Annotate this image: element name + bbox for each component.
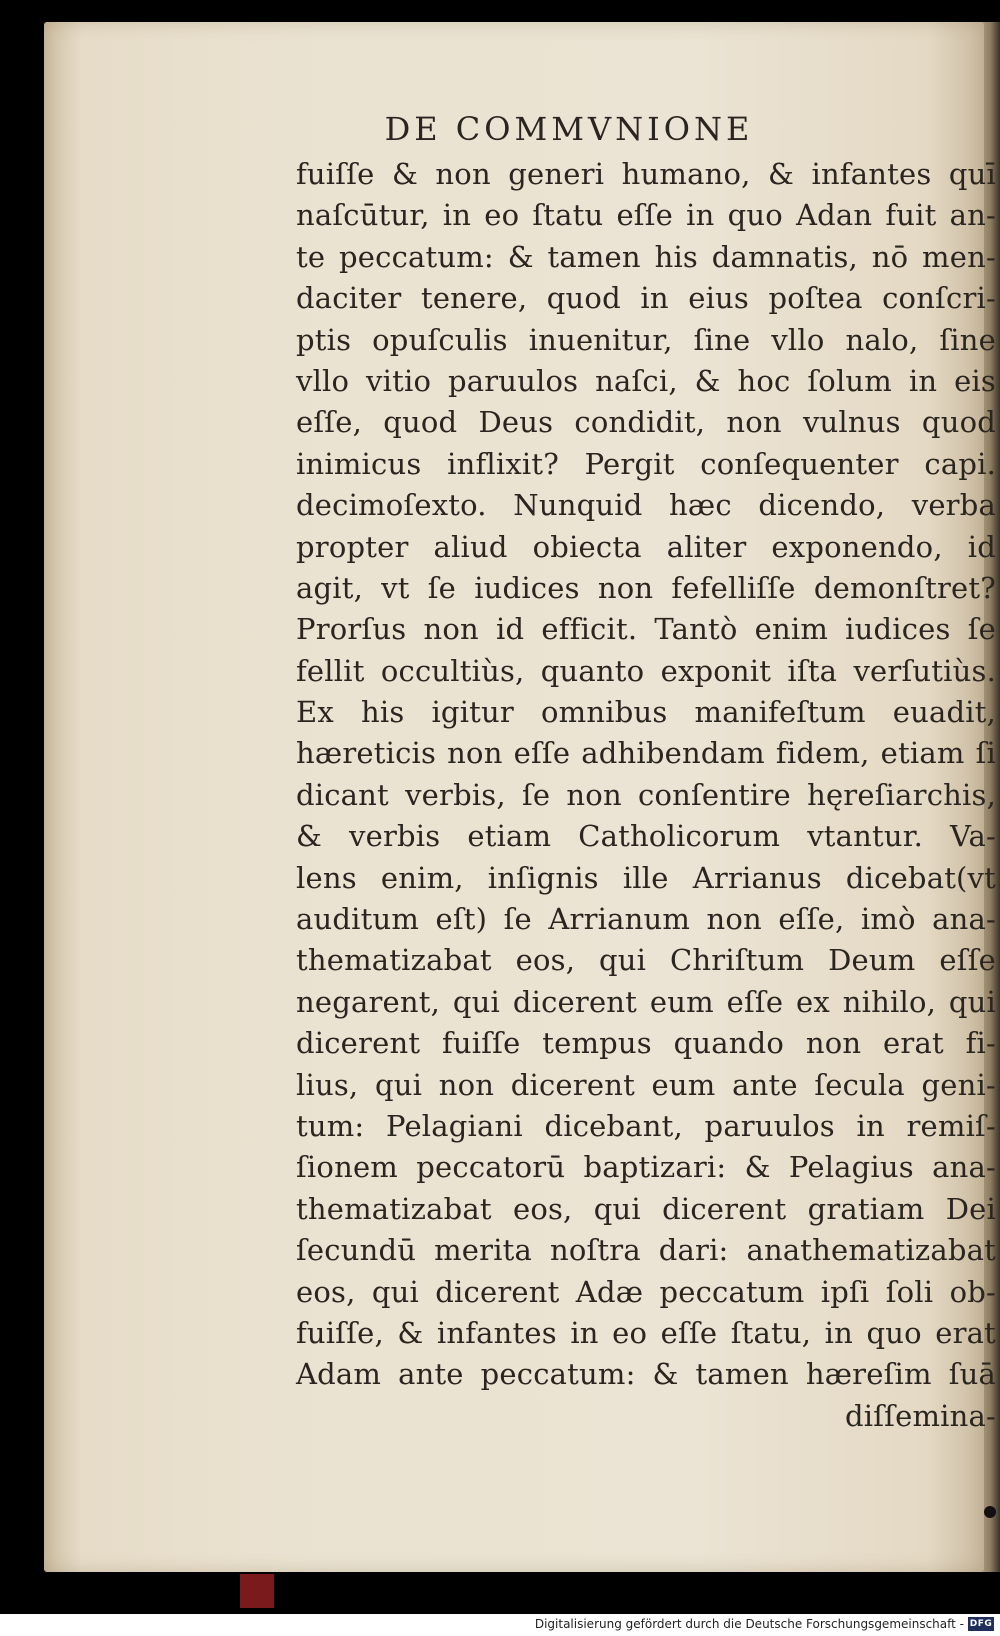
running-head: DE COMMVNIONE [384,110,754,148]
text-line: ſionem peccatorū baptizari: & Pelagius ana- [296,1150,996,1185]
text-line: lius, qui non dicerent eum ante ſecula geni- [296,1067,996,1102]
text-line: dicant verbis, ſe non conſentire hęreſiarchis, [296,777,996,812]
text-line: inimicus inflixit? Pergit conſequenter capi. [296,446,996,481]
text-line: fuiſſe & non generi humano, & infantes quī [296,157,996,191]
text-line: thematizabat eos, qui dicerent gratiam Dei [296,1191,996,1226]
text-line: & verbis etiam Catholicorum vtantur. Va- [296,819,996,854]
footer-bar [0,1614,1000,1636]
page-marker-tab [240,1574,274,1608]
text-line: dicerent fuiſſe tempus quando non erat fi- [296,1026,996,1061]
text-line: naſcūtur, in eo ſtatu eſſe in quo Adan fuit an- [296,198,996,233]
text-line: eos, qui dicerent Adæ peccatum ipſi ſoli ob- [296,1274,996,1309]
catchword: diſſemina- [844,1398,996,1433]
text-line: negarent, qui dicerent eum eſſe ex nihilo, qui [296,984,996,1019]
text-line: agit, vt ſe iudices non fefelliſſe demonſtret? [296,570,996,605]
text-line: hæreticis non eſſe adhibendam fidem, etiam ſi [296,736,996,771]
text-line: thematizabat eos, qui Chriſtum Deum eſſe [296,943,996,978]
text-line: eſſe, quod Deus condidit, non vulnus quod [296,405,996,440]
text-line: auditum eſt) ſe Arrianum non eſſe, imò ana- [296,902,996,937]
body-text [296,154,996,1437]
text-line: lens enim, inſignis ille Arrianus dicebat(vt [296,860,996,895]
text-line: Ex his igitur omnibus manifeſtum euadit, [296,695,996,730]
text-line: fellit occultiùs, quanto exponit iſta verſutiùs. [296,653,996,688]
text-line: decimoſexto. Nunquid hæc dicendo, verba [296,488,996,523]
text-line: tum: Pelagiani dicebant, paruulos in remiſ- [296,1108,996,1143]
text-line: propter aliud obiecta aliter exponendo, id [296,529,996,564]
text-line: ſecundū merita noſtra dari: anathematizabat [296,1233,996,1268]
text-line: te peccatum: & tamen his damnatis, nō men- [296,239,996,274]
text-line: fuiſſe, & infantes in eo eſſe ſtatu, in quo erat [296,1315,996,1350]
text-line: daciter tenere, quod in eius poſtea conſcri- [296,281,996,316]
footer-credit: Digitalisierung gefördert durch die Deutsche Forschungsgemeinschaft - [534,1617,964,1631]
text-line: ptis opuſculis inuenitur, ſine vllo nalo, ſine [296,322,996,357]
text-line: Prorſus non id efficit. Tantò enim iudices ſe [296,612,996,647]
signature-mark-icon [984,1506,996,1518]
book-page [44,22,996,1572]
text-line: vllo vitio paruulos naſci, & hoc ſolum in eis [296,363,996,398]
dfg-logo: DFG [969,1619,993,1629]
text-line: Adam ante peccatum: & tamen hæreſim ſuā [296,1357,996,1392]
